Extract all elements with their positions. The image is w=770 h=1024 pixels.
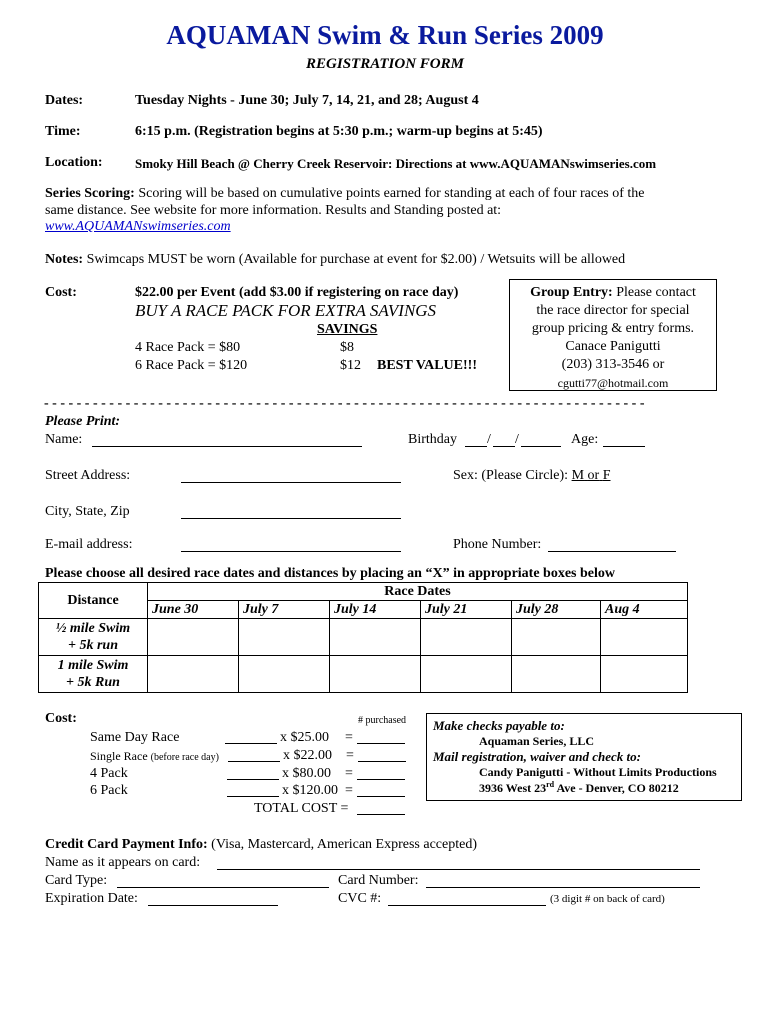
age-field[interactable] (603, 432, 645, 447)
pack6-calc: x $120.00 (282, 783, 338, 798)
phone-field[interactable] (548, 537, 676, 552)
single-qty-field[interactable] (228, 748, 280, 762)
scoring-text2: same distance. See website for more information. Results and Standing posted at: (45, 203, 502, 218)
birthday-slash-1: / (487, 432, 491, 447)
form-title: AQUAMAN Swim & Run Series 2009 (166, 20, 604, 50)
city-field[interactable] (181, 504, 401, 519)
birthday-day-field[interactable] (493, 432, 515, 447)
location-value: Smoky Hill Beach @ Cherry Creek Reservoir: Directions at www.AQUAMANswimseries.com (135, 156, 657, 171)
expiration-field[interactable] (148, 891, 278, 906)
group-entry-box (509, 279, 717, 391)
sex-line (453, 468, 611, 484)
cost-label: Cost: (45, 285, 77, 300)
equals-sign: = (345, 783, 353, 798)
pack6-price: 6 Race Pack = $120 (135, 358, 248, 373)
group-line2: the race director for special (536, 303, 690, 318)
sex-option-m[interactable]: M (571, 468, 585, 483)
time-label: Time: (45, 124, 81, 139)
age-label: Age: (571, 432, 599, 447)
distance-label: + 5k Run (66, 675, 120, 690)
race-pack-promo: BUY A RACE PACK FOR EXTRA SAVINGS (135, 301, 437, 320)
checkbox-cell[interactable] (239, 656, 330, 693)
sex-option-f[interactable]: F (602, 468, 611, 483)
email-label: E-mail address: (45, 537, 133, 552)
checkbox-cell[interactable] (330, 656, 421, 693)
address-ordinal: rd (546, 780, 555, 789)
race-dates-header: Race Dates (148, 583, 688, 601)
race-table (38, 582, 688, 693)
group-label: Group Entry: (530, 285, 613, 300)
checkbox-cell[interactable] (148, 619, 239, 656)
table-row (39, 656, 688, 693)
distance-half-mile (39, 619, 148, 656)
name-label: Name: (45, 432, 83, 447)
checkbox-cell[interactable] (601, 619, 688, 656)
single-race-note: (before race day) (150, 752, 219, 763)
dates-label: Dates: (45, 93, 84, 108)
notes-label: Notes: (45, 252, 84, 267)
card-type-label: Card Type: (45, 873, 108, 888)
card-number-field[interactable] (426, 873, 700, 888)
group-line3: group pricing & entry forms. (531, 321, 695, 336)
pack4-price: 4 Race Pack = $80 (135, 340, 241, 355)
total-cost-label: TOTAL COST = (254, 801, 349, 816)
date-header-aug4: Aug 4 (601, 601, 688, 619)
group-text1: Please contact (612, 285, 696, 300)
checkbox-cell[interactable] (512, 656, 601, 693)
birthday-slash-2: / (515, 432, 519, 447)
checkbox-cell[interactable] (148, 656, 239, 693)
notes-line (45, 252, 625, 268)
checkbox-cell[interactable] (330, 619, 421, 656)
sex-or: or (587, 468, 600, 483)
checkbox-cell[interactable] (421, 619, 512, 656)
credit-card-line (45, 837, 477, 853)
date-header-july14: July 14 (330, 601, 421, 619)
best-value-label: BEST VALUE!!! (377, 358, 477, 373)
pack6-savings: $12 (340, 358, 361, 373)
checkbox-cell[interactable] (601, 656, 688, 693)
website-link[interactable]: www.AQUAMANswimseries.com (45, 219, 231, 234)
table-row (39, 619, 688, 656)
birthday-year-field[interactable] (521, 432, 561, 447)
equals-sign: = (345, 766, 353, 781)
address-street: 3936 West 23 (479, 781, 547, 795)
name-on-card-field[interactable] (217, 855, 700, 870)
total-cost-field[interactable] (357, 801, 405, 815)
cvc-note: (3 digit # on back of card) (550, 893, 665, 905)
checkbox-cell[interactable] (239, 619, 330, 656)
scoring-text1: Scoring will be based on cumulative points earned for standing at each of four races of the (134, 186, 645, 201)
payee-name: Aquaman Series, LLC (479, 734, 595, 748)
pack4-savings: $8 (340, 340, 354, 355)
pack6-total-field[interactable] (357, 783, 405, 797)
sex-label: Sex: (Please Circle): (453, 468, 569, 483)
mail-to-label: Mail registration, waiver and check to: (433, 749, 641, 764)
location-label: Location: (45, 155, 103, 170)
pack4-calc: x $80.00 (282, 766, 331, 781)
card-type-field[interactable] (117, 873, 329, 888)
payment-cost-label: Cost: (45, 711, 77, 726)
expiration-label: Expiration Date: (45, 891, 138, 906)
name-field[interactable] (92, 432, 362, 447)
distance-label: 1 mile Swim (57, 658, 129, 673)
same-day-qty-field[interactable] (225, 730, 277, 744)
checkbox-cell[interactable] (421, 656, 512, 693)
address-rest: Ave - Denver, CO 80212 (554, 781, 679, 795)
pack4-total-field[interactable] (357, 766, 405, 780)
date-header-july28: July 28 (512, 601, 601, 619)
cvc-label: CVC #: (338, 891, 382, 906)
single-race-label: Single Race (90, 749, 148, 763)
race-instruction: Please choose all desired race dates and distances by placing an “X” in appropriate boxes below (45, 566, 616, 581)
birthday-label: Birthday (408, 432, 457, 447)
checkbox-cell[interactable] (512, 619, 601, 656)
date-header-july7: July 7 (239, 601, 330, 619)
credit-card-accepted: (Visa, Mastercard, American Express accepted) (207, 837, 477, 852)
single-calc: x $22.00 (283, 748, 332, 763)
phone-label: Phone Number: (453, 537, 542, 552)
distance-label: + 5k run (68, 638, 118, 653)
notes-text: Swimcaps MUST be worn (Available for purchase at event for $2.00) / Wetsuits will be allowed (83, 252, 626, 267)
single-total-field[interactable] (358, 748, 406, 762)
mail-info-box (426, 713, 742, 801)
cut-divider: - - - - - - - - - - - - - - - - - - - - - - - - - - - - - - - - - - - - - - - - - - - - - - - - - - - - - - - - - - - - - - - - - - - - - - - - - - (44, 396, 645, 411)
cvc-field[interactable] (388, 891, 546, 906)
mailing-address (433, 780, 735, 796)
purchased-label: # purchased (358, 715, 407, 726)
name-on-card-label: Name as it appears on card: (45, 855, 201, 870)
group-contact-phone: (203) 313-3546 or (561, 357, 665, 372)
group-contact-email: cgutti77@hotmail.com (557, 376, 669, 390)
scoring-line1 (45, 186, 645, 202)
dates-value: Tuesday Nights - June 30; July 7, 14, 21, and 28; August 4 (135, 93, 479, 108)
birthday-month-field[interactable] (465, 432, 487, 447)
time-value: 6:15 p.m. (Registration begins at 5:30 p.m.; warm-up begins at 5:45) (135, 124, 543, 139)
scoring-label: Series Scoring: (45, 186, 135, 201)
per-event-price: $22.00 per Event (add $3.00 if registering on race day) (135, 285, 459, 300)
please-print-label: Please Print: (45, 414, 121, 429)
distance-label: ½ mile Swim (55, 621, 131, 636)
distance-header: Distance (39, 583, 148, 619)
card-number-label: Card Number: (338, 873, 419, 888)
street-field[interactable] (181, 468, 401, 483)
credit-card-label: Credit Card Payment Info: (45, 837, 208, 852)
single-race-line (90, 749, 219, 764)
group-contact-name: Canace Panigutti (565, 339, 661, 354)
date-header-july21: July 21 (421, 601, 512, 619)
same-day-total-field[interactable] (357, 730, 405, 744)
addressee-name: Candy Panigutti - Without Limits Productions (479, 765, 717, 779)
form-subtitle: REGISTRATION FORM (306, 56, 464, 72)
checks-payable-label: Make checks payable to: (433, 718, 565, 733)
distance-one-mile (39, 656, 148, 693)
street-label: Street Address: (45, 468, 131, 483)
pack6-label: 6 Pack (90, 783, 128, 798)
equals-sign: = (345, 730, 353, 745)
equals-sign: = (346, 748, 354, 763)
savings-header: SAVINGS (317, 322, 378, 337)
pack4-label: 4 Pack (90, 766, 128, 781)
group-line1 (510, 284, 716, 302)
same-day-label: Same Day Race (90, 730, 180, 745)
city-label: City, State, Zip (45, 504, 130, 519)
date-header-june30: June 30 (148, 601, 239, 619)
email-field[interactable] (181, 537, 401, 552)
same-day-calc: x $25.00 (280, 730, 329, 745)
pack6-qty-field[interactable] (227, 783, 279, 797)
pack4-qty-field[interactable] (227, 766, 279, 780)
